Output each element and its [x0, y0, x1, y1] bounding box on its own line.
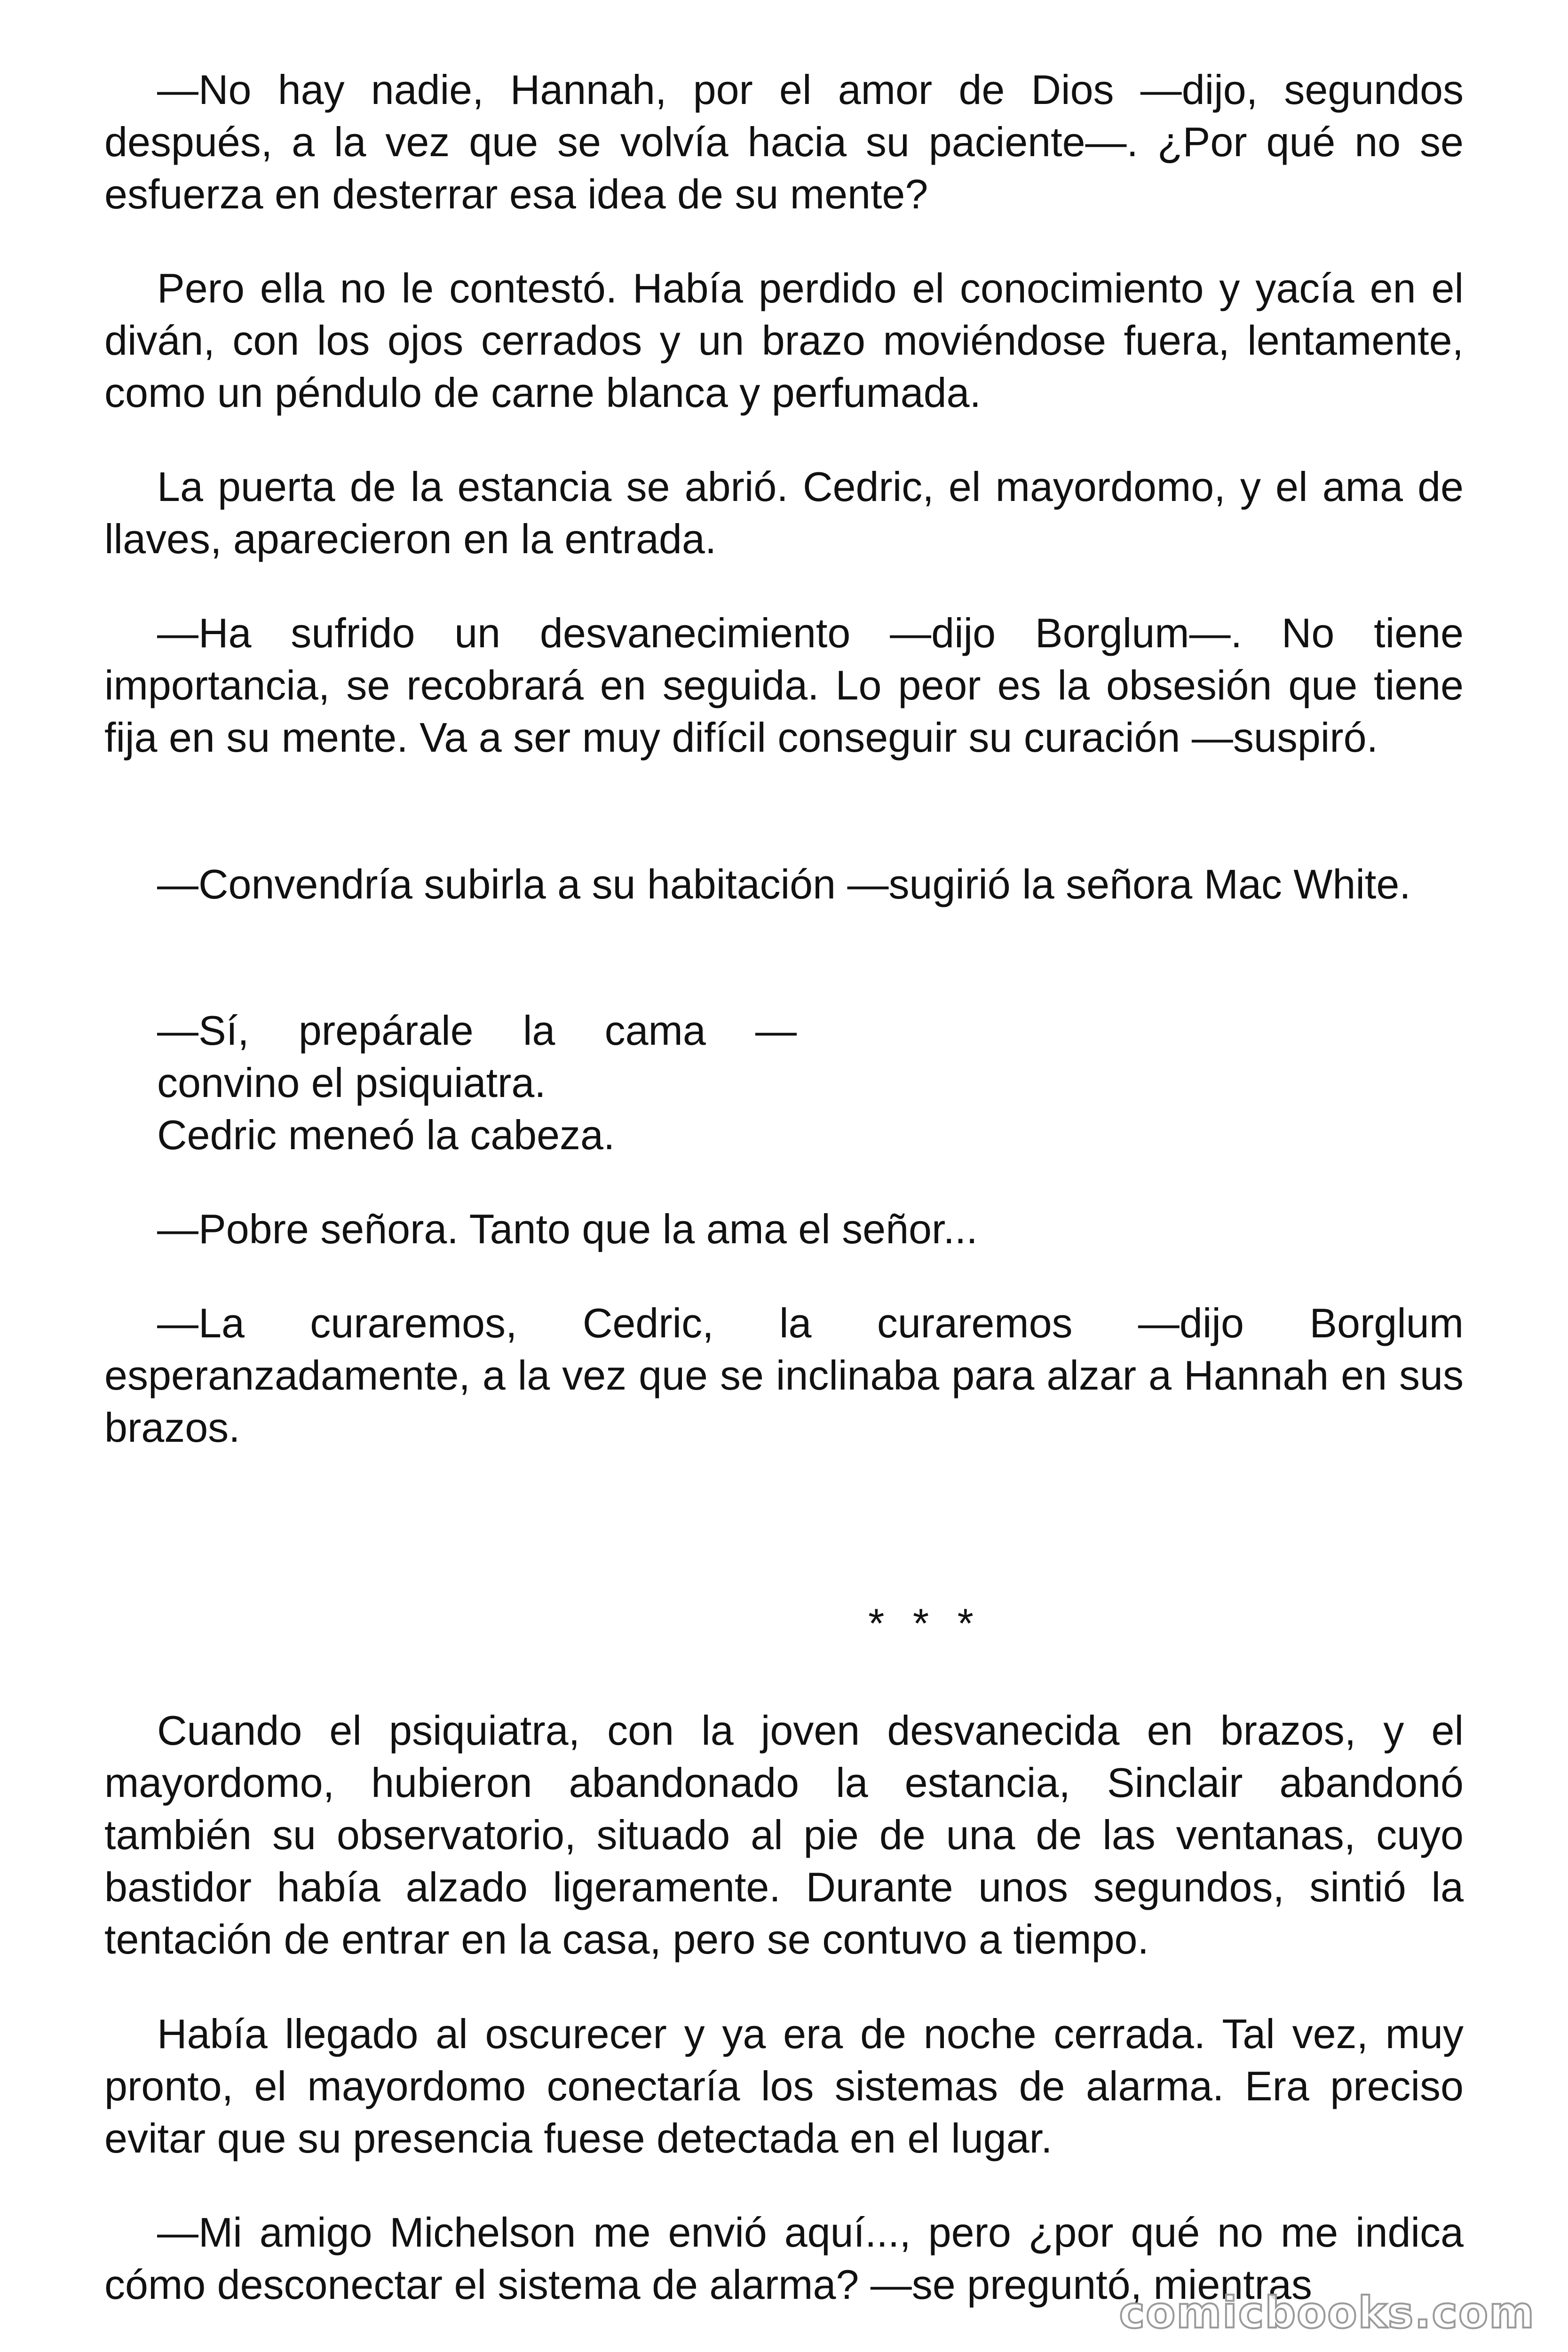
- paragraph-4: —Ha sufrido un desvanecimiento —dijo Borglum—. No tiene importancia, se recobrará en seguida. Lo peor es la obsesión que tiene fija en su mente. Va a ser muy difícil conseguir su curación —suspiró.: [104, 610, 1464, 761]
- paragraph-10: Cuando el psiquiatra, con la joven desvanecida en brazos, y el mayordomo, hubieron abandonado la estancia, Sinclair abandonó también su observatorio, situado al pie de una de las ventanas, cuyo bastidor había alzado ligeramente. Durante unos segundos, sintió la tentación de entrar en la casa, pero se contuvo a tiempo.: [104, 1707, 1464, 1963]
- paragraph-2: Pero ella no le contestó. Había perdido el conocimiento y yacía en el diván, con los ojos cerrados y un brazo moviéndose fuera, lentamente, como un péndulo de carne blanca y perfumada.: [104, 265, 1464, 416]
- paragraph-8: —Pobre señora. Tanto que la ama el señor...: [157, 1206, 978, 1252]
- paragraph-3: La puerta de la estancia se abrió. Cedric, el mayordomo, y el ama de llaves, aparecieron en la entrada.: [104, 463, 1464, 562]
- paragraph-12: —Mi amigo Michelson me envió aquí..., pero ¿por qué no me indica cómo desconectar el sistema de alarma? —se preguntó, mientras: [104, 2209, 1464, 2308]
- section-separator: * * *: [868, 1600, 982, 1646]
- paragraph-11: Había llegado al oscurecer y ya era de noche cerrada. Tal vez, muy pronto, el mayordomo conectaría los sistemas de alarma. Era preciso evitar que su presencia fuese detectada en el lugar.: [104, 2010, 1464, 2161]
- paragraph-9: —La curaremos, Cedric, la curaremos —dijo Borglum esperanzadamente, a la vez que se inclinaba para alzar a Hannah en sus brazos.: [104, 1300, 1464, 1451]
- paragraph-7: Cedric meneó la cabeza.: [157, 1112, 615, 1158]
- paragraph-1: —No hay nadie, Hannah, por el amor de Dios —dijo, segundos después, a la vez que se volvía hacia su paciente—. ¿Por qué no se esfuerza en desterrar esa idea de su mente?: [104, 66, 1464, 217]
- watermark-logo: comicbooks.com: [1119, 2288, 1535, 2338]
- paragraph-5: —Convendría subirla a su habitación —sugirió la señora Mac White.: [157, 861, 1411, 907]
- paragraph-6: —Sí, prepárale la cama — convino el psiquiatra.: [157, 1007, 797, 1106]
